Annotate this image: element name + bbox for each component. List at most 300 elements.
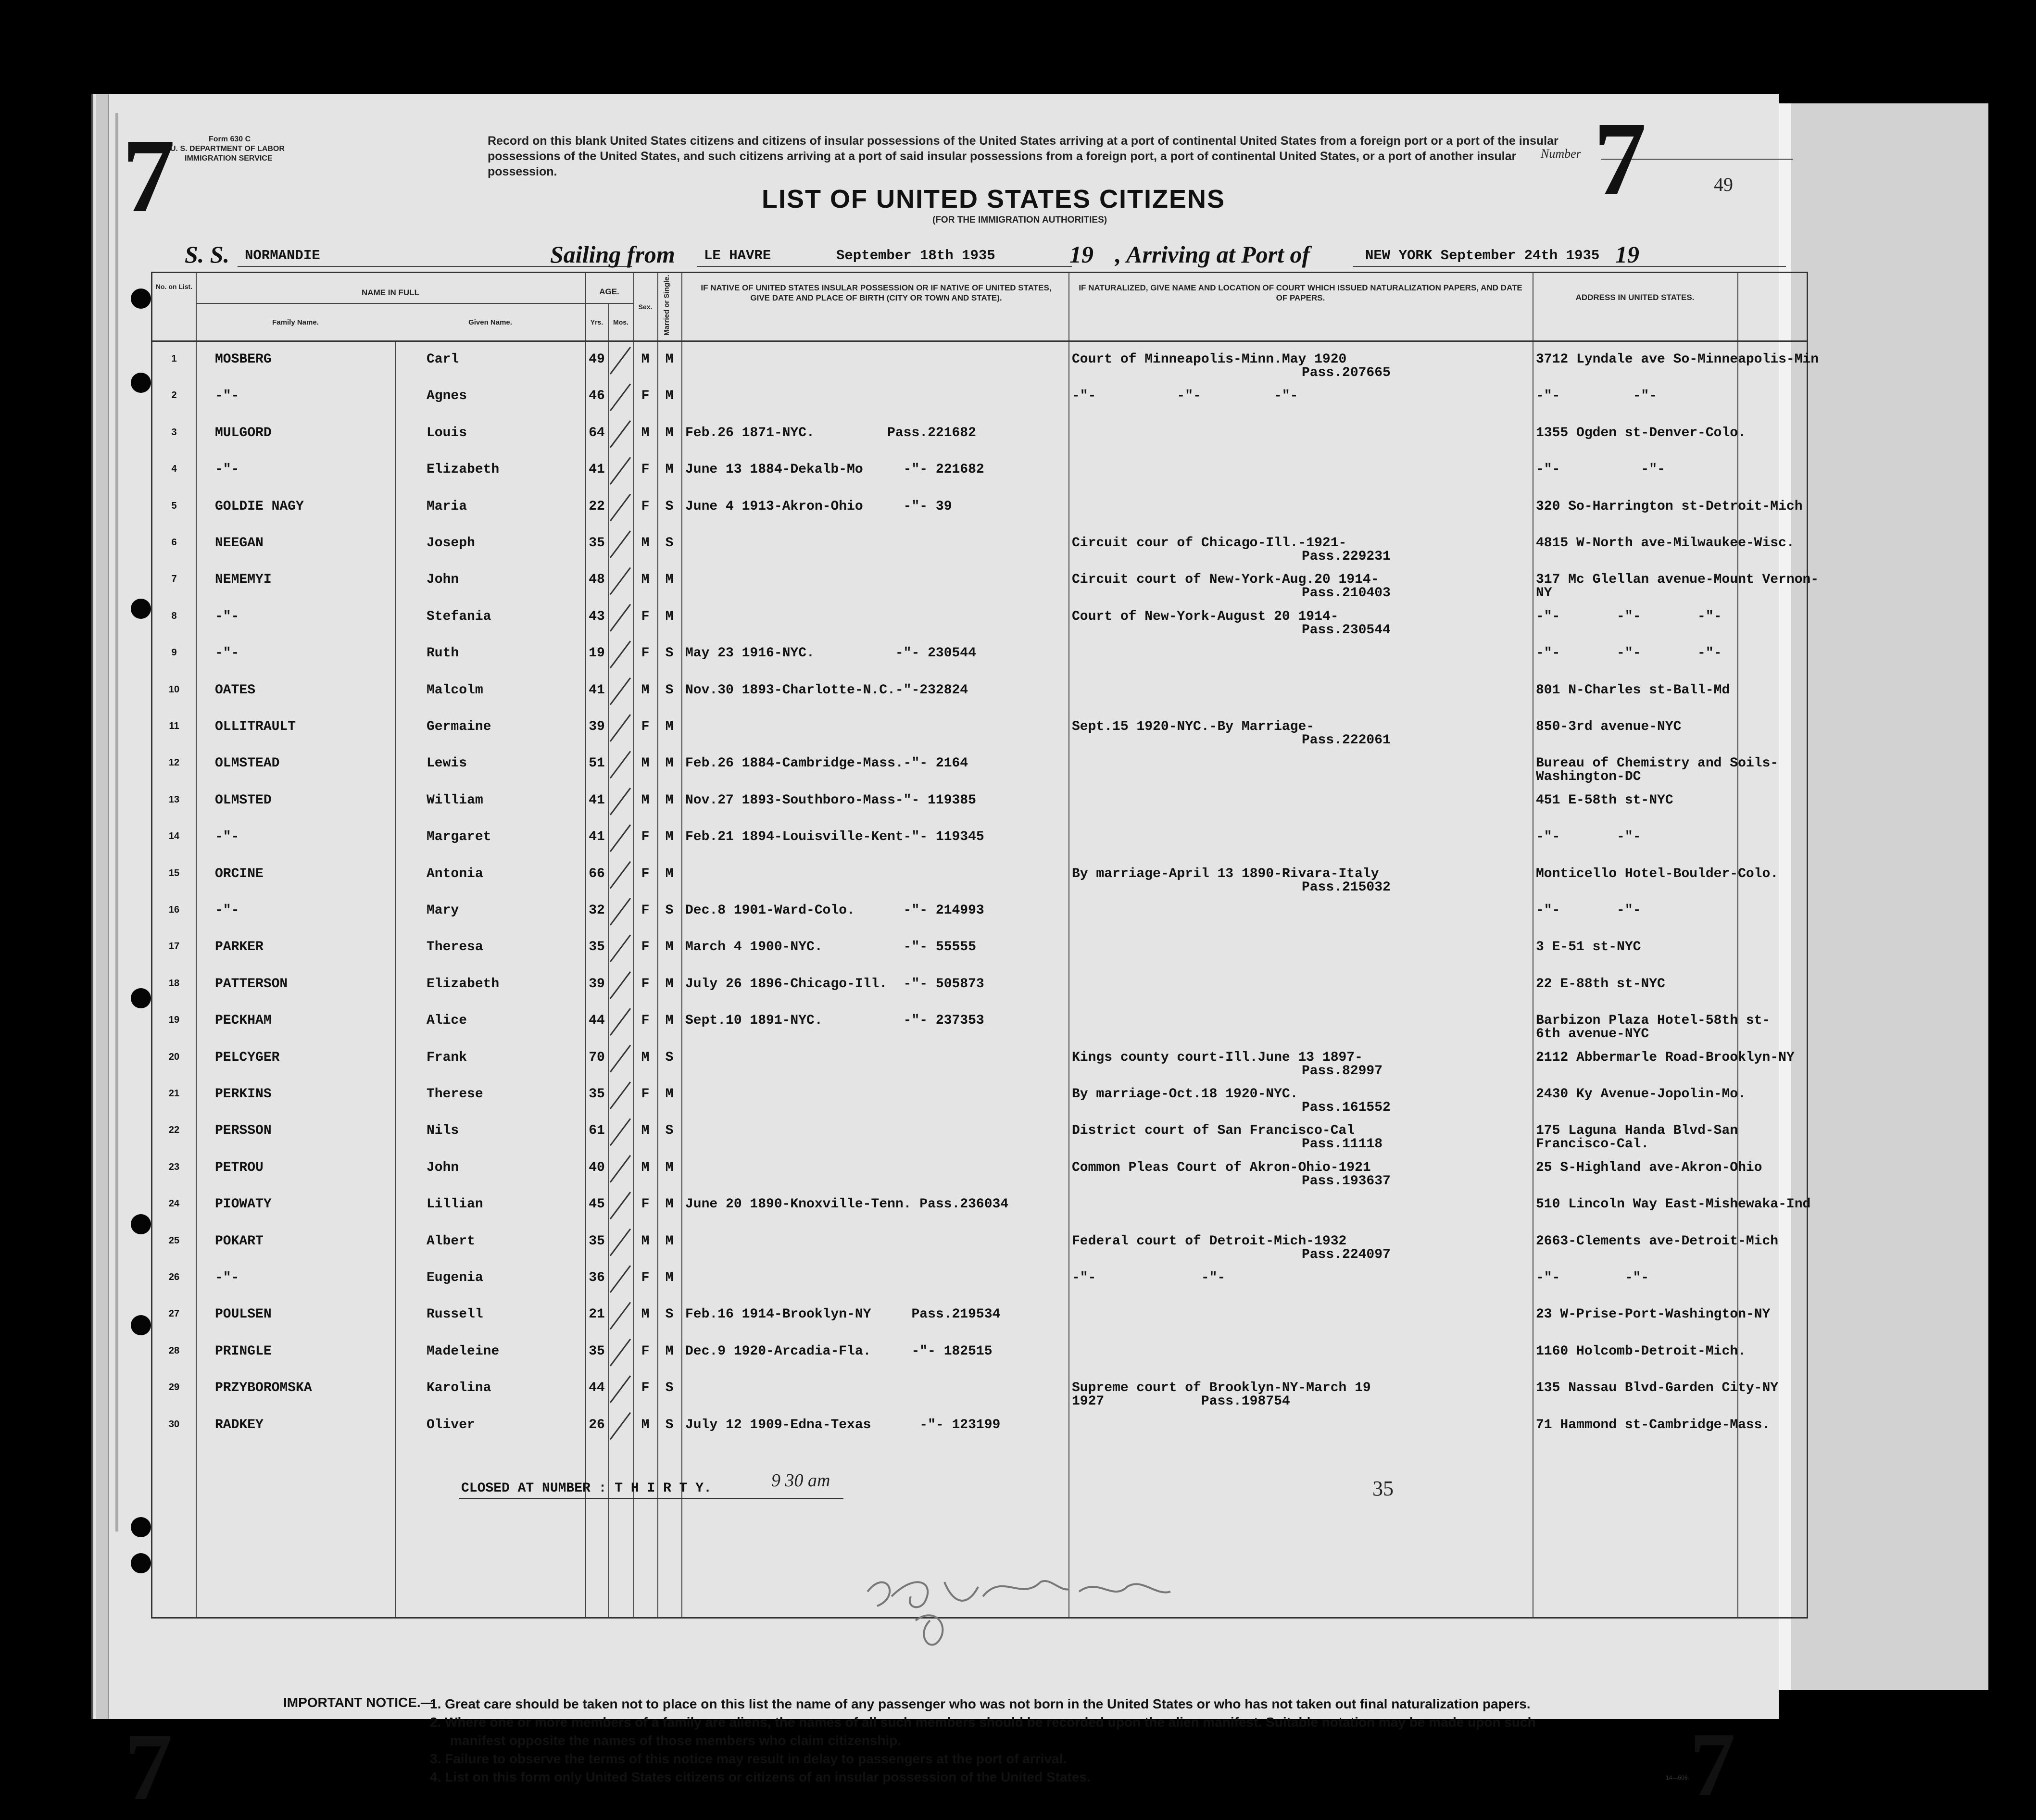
check-marks xyxy=(608,340,633,1600)
given-name: Elizabeth xyxy=(427,976,500,992)
family-name: -"- xyxy=(215,1270,239,1285)
check-mark xyxy=(610,715,630,741)
table-row xyxy=(152,1413,1807,1450)
check-mark xyxy=(610,1008,630,1035)
row-number: 30 xyxy=(168,1418,180,1430)
naturalization-pass: Pass.215032 xyxy=(1302,879,1391,895)
naturalization-pass: Pass.193637 xyxy=(1302,1173,1391,1189)
address: Bureau of Chemistry and Soils- xyxy=(1536,756,1779,771)
header-name-in-full: NAME IN FULL xyxy=(362,288,419,297)
form-code: 14—606 xyxy=(1666,1774,1688,1781)
year-label-2: 19 xyxy=(1615,241,1639,268)
family-name: GOLDIE NAGY xyxy=(215,499,304,514)
sex: F xyxy=(641,940,650,955)
given-name: Lillian xyxy=(427,1197,483,1212)
age-years: 26 xyxy=(589,1417,605,1432)
birth-info: July 26 1896-Chicago-Ill. -"- 505873 xyxy=(685,976,984,992)
age-years: 41 xyxy=(589,792,605,808)
service-name: IMMIGRATION SERVICE xyxy=(185,154,273,163)
address: 320 So-Harrington st-Detroit-Mich xyxy=(1536,499,1803,514)
header-rule xyxy=(152,340,1807,342)
address: -"- -"- xyxy=(1536,829,1641,845)
sex: F xyxy=(641,646,650,661)
header-naturalized: IF NATURALIZED, GIVE NAME AND LOCATION OF COURT WHICH ISSUED NATURALIZATION PAPERS, AND DATE OF PAPERS. xyxy=(1079,283,1522,302)
check-mark xyxy=(610,1413,630,1440)
check-mark xyxy=(610,788,630,815)
header-sex: Sex. xyxy=(638,303,653,311)
check-mark xyxy=(610,1302,630,1329)
naturalization-court: Sept.15 1920-NYC.-By Marriage- xyxy=(1072,719,1315,734)
address: 1355 Ogden st-Denver-Colo. xyxy=(1536,425,1746,440)
table-row xyxy=(152,348,1819,384)
check-mark xyxy=(610,751,630,778)
sex: M xyxy=(641,536,650,551)
given-name: John xyxy=(427,1160,459,1175)
punch-hole xyxy=(131,599,151,619)
marital-status: M xyxy=(665,1087,674,1102)
family-name: PATTERSON xyxy=(215,976,288,992)
age-years: 35 xyxy=(589,1343,605,1359)
sailing-label: Sailing from xyxy=(550,241,675,268)
family-name: PELCYGER xyxy=(215,1050,280,1065)
birth-info: Feb.21 1894-Louisville-Kent-"- 119345 xyxy=(685,829,984,845)
header-native: IF NATIVE OF UNITED STATES INSULAR POSSESSION OR IF NATIVE OF UNITED STATES, GIVE DATE AND PLACE OF BIRTH (CITY OR TOWN AND STATE). xyxy=(701,283,1052,302)
address-line-2: 6th avenue-NYC xyxy=(1536,1027,1649,1042)
naturalization-pass: Pass.224097 xyxy=(1302,1247,1391,1262)
adjacent-page xyxy=(1777,103,1988,1690)
table-row xyxy=(152,825,1807,862)
binding-strip xyxy=(96,94,109,1719)
age-years: 35 xyxy=(589,940,605,955)
naturalization-court: -"- -"- -"- xyxy=(1072,389,1298,404)
check-mark xyxy=(610,1266,630,1293)
table-row xyxy=(152,1340,1807,1376)
age-years: 66 xyxy=(589,866,605,881)
notice-item-3: 3. Failure to observe the terms of this notice may result in delay to passengers at the port of arrival. xyxy=(430,1751,1067,1766)
naturalization-court: District court of San Francisco-Cal xyxy=(1072,1123,1355,1139)
table-row xyxy=(152,1192,1811,1229)
age-years: 44 xyxy=(589,1381,605,1396)
family-name: PARKER xyxy=(215,940,264,955)
table-row xyxy=(152,641,1807,678)
given-name: Elizabeth xyxy=(427,462,500,477)
family-name: -"- xyxy=(215,462,239,477)
table-row xyxy=(152,752,1807,788)
age-years: 40 xyxy=(589,1160,605,1175)
family-name: MOSBERG xyxy=(215,352,272,367)
address: 22 E-88th st-NYC xyxy=(1536,976,1665,992)
marital-status: M xyxy=(665,1270,674,1285)
table-row xyxy=(152,789,1807,825)
table-row xyxy=(152,1376,1807,1413)
sex: F xyxy=(641,1381,650,1396)
sailing-port: LE HAVRE xyxy=(704,248,771,264)
naturalization-court: Circuit court of New-York-Aug.20 1914- xyxy=(1072,572,1379,588)
check-mark xyxy=(610,347,630,374)
row-number: 1 xyxy=(171,353,177,364)
family-name: PERKINS xyxy=(215,1087,272,1102)
naturalization-pass: Pass.207665 xyxy=(1302,365,1391,380)
table-row xyxy=(152,531,1807,568)
check-mark xyxy=(610,1082,630,1109)
header-given-name: Given Name. xyxy=(468,318,512,326)
address: 3712 Lyndale ave So-Minneapolis-Min xyxy=(1536,352,1819,367)
birth-info: March 4 1900-NYC. -"- 55555 xyxy=(685,940,976,955)
age-years: 36 xyxy=(589,1270,605,1285)
age-years: 32 xyxy=(589,903,605,918)
marital-status: S xyxy=(665,499,674,514)
address: 3 E-51 st-NYC xyxy=(1536,940,1641,955)
family-name: MULGORD xyxy=(215,425,272,440)
marital-status: S xyxy=(665,536,674,551)
check-mark xyxy=(610,494,630,521)
closing-underline xyxy=(459,1498,843,1499)
address: Monticello Hotel-Boulder-Colo. xyxy=(1536,866,1779,881)
address: 317 Mc Glellan avenue-Mount Vernon- xyxy=(1536,572,1819,588)
check-mark xyxy=(610,1376,630,1403)
age-years: 46 xyxy=(589,389,605,404)
sex: F xyxy=(641,609,650,624)
form-number: Form 630 C xyxy=(209,135,251,143)
marital-status: S xyxy=(665,1307,674,1322)
birth-info: June 13 1884-Dekalb-Mo -"- 221682 xyxy=(685,462,984,477)
sailing-line xyxy=(697,266,1072,267)
arriving-label: , Arriving at Port of xyxy=(1115,241,1310,268)
check-mark xyxy=(610,1229,630,1256)
marital-status: M xyxy=(665,1233,674,1249)
family-name: OLMSTED xyxy=(215,792,272,808)
age-years: 35 xyxy=(589,1087,605,1102)
marital-status: M xyxy=(665,976,674,992)
punch-hole xyxy=(131,1214,151,1234)
address: 135 Nassau Blvd-Garden City-NY xyxy=(1536,1381,1779,1396)
notice-item-2-cont: manifest opposite the names of those members who claim citizenship. xyxy=(450,1733,902,1748)
address: 175 Laguna Handa Blvd-San xyxy=(1536,1123,1738,1139)
given-name: Antonia xyxy=(427,866,483,881)
naturalization-court: By marriage-April 13 1890-Rivara-Italy xyxy=(1072,866,1379,881)
address: 510 Lincoln Way East-Mishewaka-Ind xyxy=(1536,1197,1811,1212)
sex: M xyxy=(641,352,650,367)
sex: M xyxy=(641,1050,650,1065)
address: 801 N-Charles st-Ball-Md xyxy=(1536,682,1730,698)
address: 451 E-58th st-NYC xyxy=(1536,792,1673,808)
row-number: 14 xyxy=(168,831,180,842)
page-subtitle: (FOR THE IMMIGRATION AUTHORITIES) xyxy=(932,215,1107,225)
sex: M xyxy=(641,1307,650,1322)
passenger-count: 35 xyxy=(1372,1477,1394,1500)
check-mark xyxy=(610,641,630,668)
family-name: ORCINE xyxy=(215,866,264,881)
naturalization-court: -"- -"- xyxy=(1072,1270,1226,1285)
marital-status: M xyxy=(665,572,674,588)
table-row xyxy=(152,421,1807,458)
family-name: NEMEMYI xyxy=(215,572,272,588)
check-mark xyxy=(610,1045,630,1072)
marital-status: M xyxy=(665,352,674,367)
given-name: Albert xyxy=(427,1233,475,1249)
family-name: PRINGLE xyxy=(215,1343,272,1359)
row-number: 11 xyxy=(169,721,179,731)
naturalization-pass: Pass.210403 xyxy=(1302,586,1391,601)
table-row xyxy=(152,1303,1807,1339)
table-row xyxy=(152,715,1807,752)
sex: F xyxy=(641,389,650,404)
given-name: Agnes xyxy=(427,389,467,404)
ship-name: NORMANDIE xyxy=(245,248,320,264)
age-years: 51 xyxy=(589,756,605,771)
header-mos: Mos. xyxy=(613,318,628,326)
punch-hole xyxy=(131,1553,151,1573)
given-name: Stefania xyxy=(427,609,491,624)
birth-info: Feb.26 1884-Cambridge-Mass.-"- 2164 xyxy=(685,756,968,771)
sex: M xyxy=(641,572,650,588)
table-row xyxy=(152,935,1807,972)
address: 4815 W-North ave-Milwaukee-Wisc. xyxy=(1536,536,1795,551)
sex: F xyxy=(641,1270,650,1285)
address: 25 S-Highland ave-Akron-Ohio xyxy=(1536,1160,1762,1175)
row-number: 20 xyxy=(168,1051,180,1062)
sex: F xyxy=(641,903,650,918)
marital-status: M xyxy=(665,1197,674,1212)
check-mark xyxy=(610,972,630,999)
sex: F xyxy=(641,719,650,734)
check-mark xyxy=(610,457,630,484)
family-name: -"- xyxy=(215,389,239,404)
naturalization-court: Circuit cour of Chicago-Ill.-1921- xyxy=(1072,536,1347,551)
family-name: OLMSTEAD xyxy=(215,756,280,771)
birth-info: Dec.9 1920-Arcadia-Fla. -"- 182515 xyxy=(685,1343,993,1359)
naturalization-pass: Pass.222061 xyxy=(1302,733,1391,748)
address-line-2: Washington-DC xyxy=(1536,769,1641,785)
address: -"- -"- xyxy=(1536,389,1658,404)
check-mark xyxy=(610,1155,630,1182)
birth-info: May 23 1916-NYC. -"- 230544 xyxy=(685,646,976,661)
check-mark xyxy=(610,567,630,594)
family-name: -"- xyxy=(215,903,239,918)
birth-info: June 20 1890-Knoxville-Tenn. Pass.236034 xyxy=(685,1197,1009,1212)
given-name: Ruth xyxy=(427,646,459,661)
sex: M xyxy=(641,425,650,440)
address: 850-3rd avenue-NYC xyxy=(1536,719,1682,734)
check-mark xyxy=(610,678,630,705)
passenger-table xyxy=(151,272,1819,1619)
binding-rod xyxy=(115,113,118,1531)
table-row xyxy=(152,972,1807,1009)
number-label: Number xyxy=(1541,147,1581,161)
row-number: 12 xyxy=(168,757,180,768)
family-name: PIOWATY xyxy=(215,1197,272,1212)
row-number: 23 xyxy=(168,1161,180,1172)
naturalization-pass: Pass.161552 xyxy=(1302,1100,1391,1115)
ss-label: S. S. xyxy=(185,241,230,268)
handwritten-time: 9 30 am xyxy=(771,1470,830,1491)
birth-info: Sept.10 1891-NYC. -"- 237353 xyxy=(685,1013,984,1029)
naturalization-pass: Pass.230544 xyxy=(1302,622,1391,638)
check-mark xyxy=(610,421,630,448)
given-name: Maria xyxy=(427,499,467,514)
family-name: NEEGAN xyxy=(215,536,264,551)
family-name: OATES xyxy=(215,682,256,698)
header-subline xyxy=(196,303,585,304)
address: -"- -"- -"- xyxy=(1536,609,1722,624)
table-row xyxy=(152,1046,1807,1082)
age-years: 41 xyxy=(589,462,605,477)
row-number: 22 xyxy=(168,1125,180,1136)
address: 2112 Abbermarle Road-Brooklyn-NY xyxy=(1536,1050,1795,1065)
table-row xyxy=(152,1156,1807,1192)
family-name: RADKEY xyxy=(215,1417,264,1432)
header-age: AGE. xyxy=(599,287,619,296)
header-address: ADDRESS IN UNITED STATES. xyxy=(1575,293,1695,302)
form-identifier xyxy=(170,135,285,163)
given-name: Russell xyxy=(427,1307,483,1322)
given-name: Germaine xyxy=(427,719,491,734)
birth-info: Nov.30 1893-Charlotte-N.C.-"-232824 xyxy=(685,682,968,698)
age-years: 64 xyxy=(589,425,605,440)
row-number: 19 xyxy=(168,1015,180,1026)
table-row xyxy=(152,1009,1807,1045)
age-years: 35 xyxy=(589,1233,605,1249)
address: -"- -"- xyxy=(1536,1270,1649,1285)
row-number: 24 xyxy=(168,1198,180,1209)
naturalization-pass: Pass.82997 xyxy=(1302,1063,1383,1079)
birth-info: Feb.16 1914-Brooklyn-NY Pass.219534 xyxy=(685,1307,1001,1322)
sex: F xyxy=(641,1087,650,1102)
row-number: 16 xyxy=(168,904,180,915)
notice-item-4: 4. List on this form only United States citizens or citizens of an insular possession of the United States. xyxy=(430,1770,1091,1784)
row-number: 4 xyxy=(171,464,177,475)
age-years: 39 xyxy=(589,719,605,734)
sex: M xyxy=(641,756,650,771)
table-row xyxy=(152,1266,1807,1303)
given-name: Margaret xyxy=(427,829,491,845)
check-mark xyxy=(610,604,630,631)
given-name: John xyxy=(427,572,459,588)
row-number: 6 xyxy=(171,537,177,548)
given-name: Alice xyxy=(427,1013,467,1029)
naturalization-court: Federal court of Detroit-Mich-1932 xyxy=(1072,1233,1347,1249)
sex: F xyxy=(641,462,650,477)
notice-item-2: 2. Where one or more members of a family are aliens, the names of all such members should be recorded upon the alien manifest. Suitable notation may be made upon such xyxy=(430,1715,1536,1730)
year-label: 19 xyxy=(1069,241,1093,268)
naturalization-court: Common Pleas Court of Akron-Ohio-1921 xyxy=(1072,1160,1371,1175)
birth-info: Dec.8 1901-Ward-Colo. -"- 214993 xyxy=(685,903,984,918)
given-name: Frank xyxy=(427,1050,467,1065)
row-number: 17 xyxy=(168,941,180,952)
address: 2430 Ky Avenue-Jopolin-Mo. xyxy=(1536,1087,1746,1102)
marital-status: S xyxy=(665,903,674,918)
punch-hole xyxy=(131,289,151,309)
family-name: OLLITRAULT xyxy=(215,719,296,734)
row-number: 7 xyxy=(171,574,177,585)
row-number: 25 xyxy=(168,1235,180,1246)
manifest-sheet xyxy=(91,94,1819,1820)
sex: M xyxy=(641,682,650,698)
marital-status: M xyxy=(665,609,674,624)
marital-status: M xyxy=(665,1343,674,1359)
family-name: PRZYBOROMSKA xyxy=(215,1381,312,1396)
check-mark xyxy=(610,825,630,852)
sex: F xyxy=(641,1343,650,1359)
marital-status: M xyxy=(665,425,674,440)
age-years: 70 xyxy=(589,1050,605,1065)
marital-status: S xyxy=(665,1123,674,1139)
sailing-date: September 18th 1935 xyxy=(836,248,995,264)
punch-hole xyxy=(131,1315,151,1335)
given-name: Karolina xyxy=(427,1381,491,1396)
address: 2663-Clements ave-Detroit-Mich xyxy=(1536,1233,1779,1249)
row-number: 28 xyxy=(168,1345,180,1356)
row-number: 21 xyxy=(168,1088,180,1099)
address: 23 W-Prise-Port-Washington-NY xyxy=(1536,1307,1771,1322)
birth-info: Nov.27 1893-Southboro-Mass-"- 119385 xyxy=(685,792,976,808)
table-row xyxy=(152,899,1807,935)
family-name: PECKHAM xyxy=(215,1013,272,1029)
check-mark xyxy=(610,1339,630,1366)
naturalization-court: By marriage-Oct.18 1920-NYC. xyxy=(1072,1087,1298,1102)
table-row xyxy=(152,862,1807,899)
sex: F xyxy=(641,976,650,992)
birth-info: June 4 1913-Akron-Ohio -"- 39 xyxy=(685,499,952,514)
age-years: 22 xyxy=(589,499,605,514)
age-years: 49 xyxy=(589,352,605,367)
arriving-line xyxy=(1353,266,1786,267)
sex: F xyxy=(641,866,650,881)
sex: M xyxy=(641,1160,650,1175)
sex: M xyxy=(641,792,650,808)
given-name: Therese xyxy=(427,1087,483,1102)
family-name: POULSEN xyxy=(215,1307,272,1322)
corner-number-bottom-left: 7 xyxy=(125,1714,173,1820)
check-mark xyxy=(610,1192,630,1219)
check-mark xyxy=(610,898,630,925)
header-subline xyxy=(585,303,633,304)
naturalization-pass: 1927 Pass.198754 xyxy=(1072,1394,1290,1409)
age-years: 19 xyxy=(589,646,605,661)
row-number: 8 xyxy=(171,610,177,621)
notice-heading: IMPORTANT NOTICE.— xyxy=(283,1695,434,1710)
marital-status: M xyxy=(665,792,674,808)
sex: F xyxy=(641,1013,650,1029)
table-row xyxy=(152,495,1807,531)
address: -"- -"- xyxy=(1536,462,1665,477)
marital-status: S xyxy=(665,1417,674,1432)
check-mark xyxy=(610,862,630,889)
naturalization-court: Kings county court-Ill.June 13 1897- xyxy=(1072,1050,1363,1065)
naturalization-court: Court of Minneapolis-Minn.May 1920 xyxy=(1072,352,1347,367)
notice-item-1: 1. Great care should be taken not to place on this list the name of any passenger who was not born in the United States or who has not taken out final naturalization papers. xyxy=(430,1696,1531,1711)
age-years: 41 xyxy=(589,682,605,698)
marital-status: S xyxy=(665,1381,674,1396)
punch-hole xyxy=(131,373,151,393)
birth-info: July 12 1909-Edna-Texas -"- 123199 xyxy=(685,1417,1001,1432)
marital-status: M xyxy=(665,829,674,845)
row-number: 10 xyxy=(168,684,180,695)
age-years: 44 xyxy=(589,1013,605,1029)
row-number: 3 xyxy=(171,427,177,438)
age-years: 21 xyxy=(589,1307,605,1322)
age-years: 48 xyxy=(589,572,605,588)
marital-status: M xyxy=(665,462,674,477)
given-name: Madeleine xyxy=(427,1343,500,1359)
marital-status: M xyxy=(665,719,674,734)
header-married: Married or Single. xyxy=(663,275,671,336)
check-mark xyxy=(610,531,630,558)
table-row xyxy=(152,384,1807,421)
marital-status: S xyxy=(665,682,674,698)
corner-number-top-left: 7 xyxy=(122,117,175,234)
punch-hole xyxy=(131,988,151,1008)
